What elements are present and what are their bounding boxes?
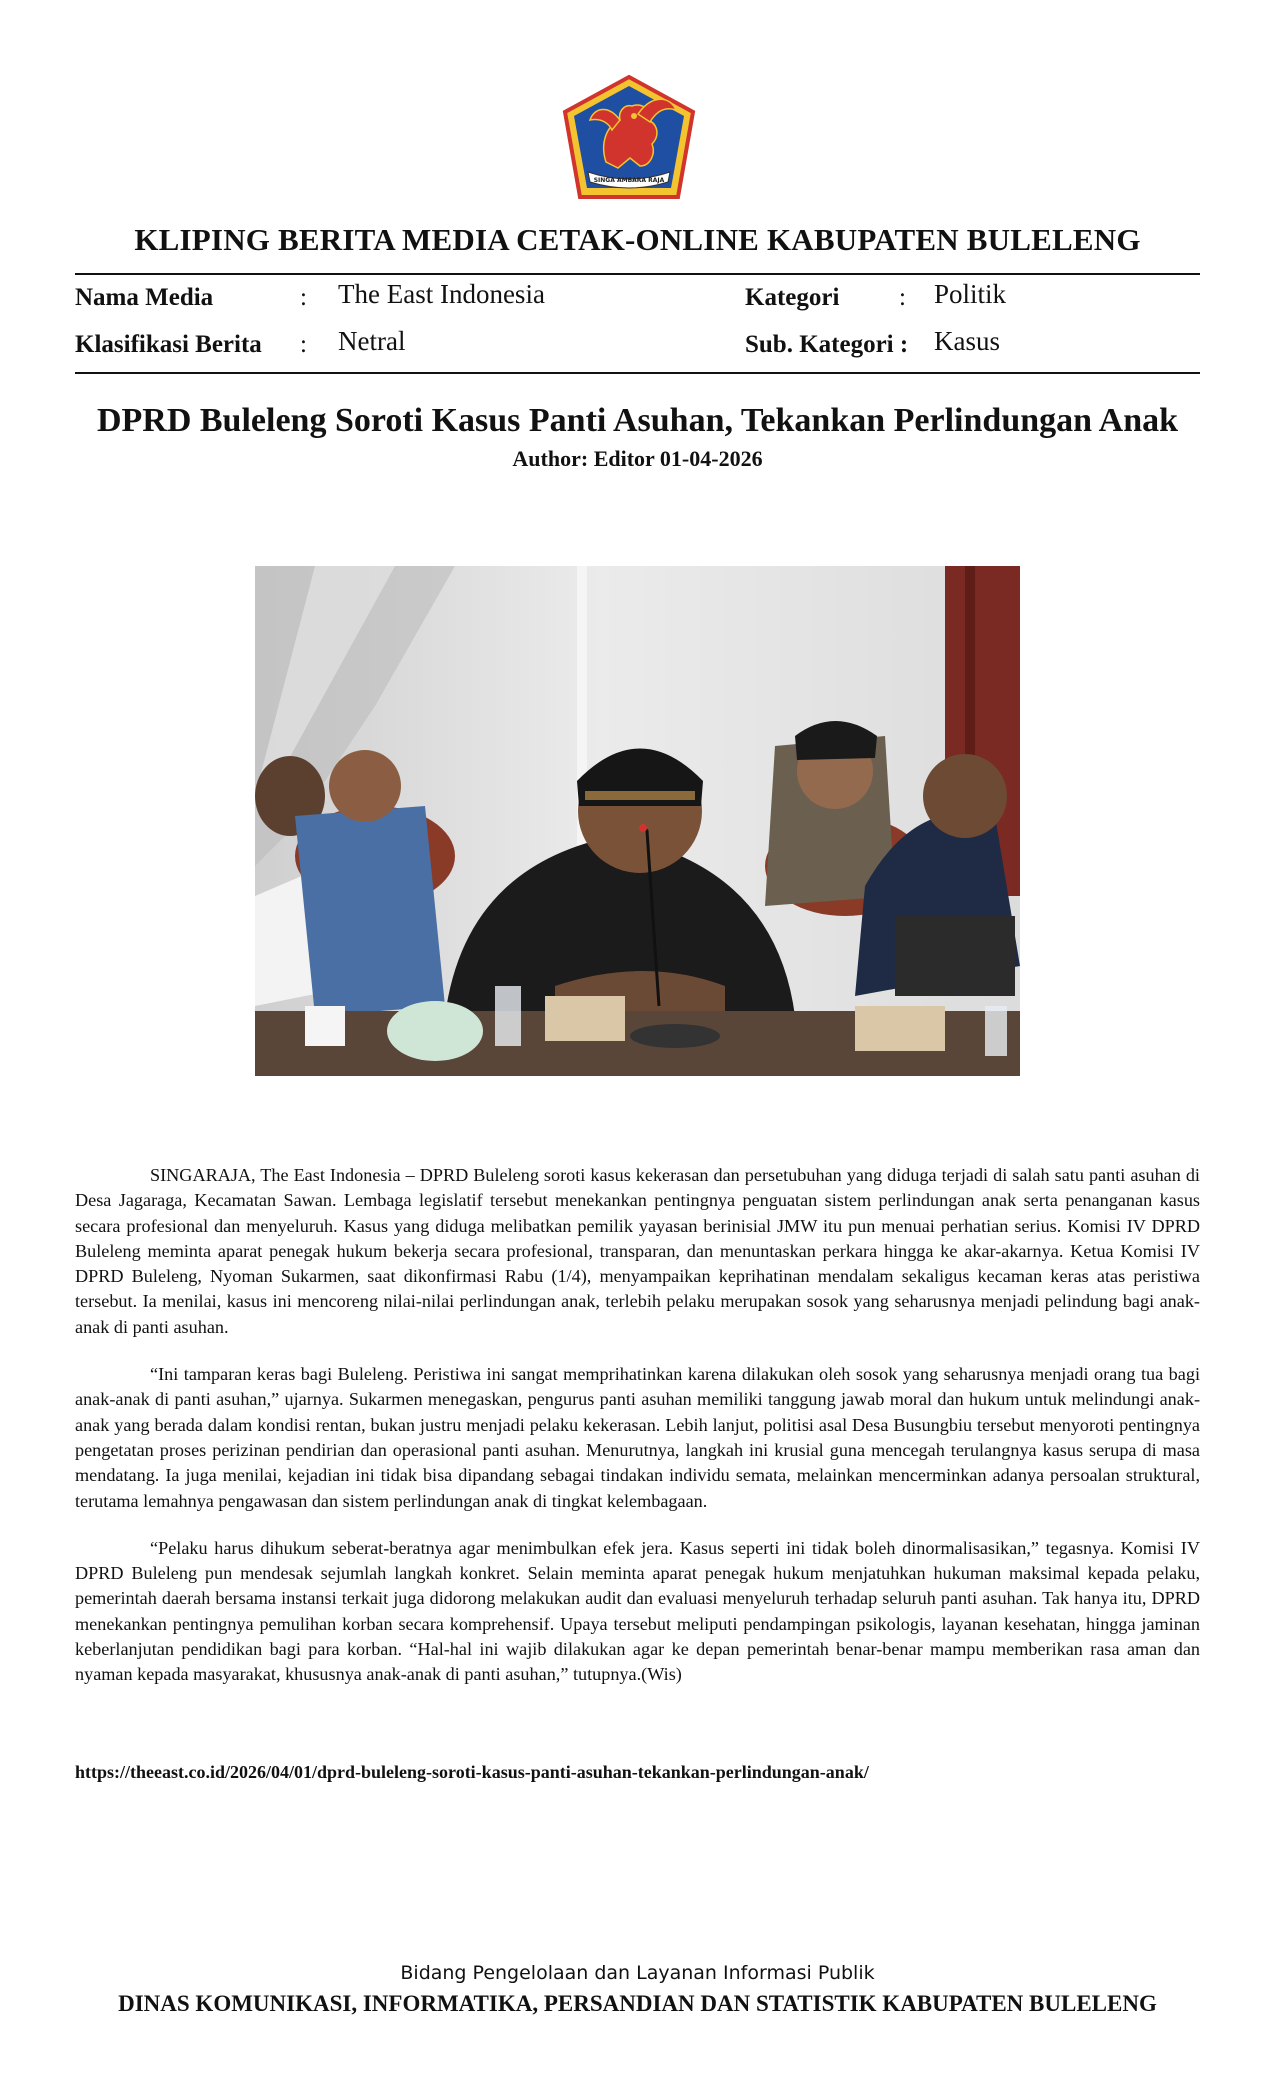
source-url-link[interactable]: https://theeast.co.id/2026/04/01/dprd-buleleng-soroti-kasus-panti-asuhan-tekankan-perlindungan-anak/ [75, 1762, 869, 1782]
footer-agency: DINAS KOMUNIKASI, INFORMATIKA, PERSANDIAN DAN STATISTIK KABUPATEN BULELENG [118, 1991, 1157, 2016]
article-headline: DPRD Buleleng Soroti Kasus Panti Asuhan, Tekankan Perlindungan Anak [96, 402, 1179, 439]
category-label: Kategori [745, 284, 840, 311]
article-photo [255, 566, 1020, 1076]
crest-motto: SINGA AMBARA RAJA [593, 177, 665, 184]
category-colon: : [899, 284, 906, 311]
media-label: Nama Media [75, 284, 214, 311]
article-paragraph: “Pelaku harus dihukum seberat-beratnya agar menimbulkan efek jera. Kasus seperti ini tidak boleh dinormalisasikan,” tegasnya. Komisi IV DPRD Buleleng pun mendesak sejumlah langkah konkret. Selain meminta aparat penegak hukum menjatuhkan hukuman maksimal kepada pelaku, pemerintah daerah bersama instansi terkait juga didorong melakukan audit dan evaluasi menyeluruh terhadap seluruh panti asuhan. Tak hanya itu, DPRD menekankan pentingnya pemulihan korban secara komprehensif. Upaya tersebut meliputi pendampingan psikologis, layanan kesehatan, hingga jaminan keberlanjutan pendidikan bagi para korban. “Hal-hal ini wajib dilakukan agar ke depan pemerintah benar-benar mampu memberikan rasa aman dan nyaman kepada masyarakat, khususnya anak-anak di panti asuhan,” tutupnya.(Wis) [75, 1537, 1200, 1685]
subcategory-label: Sub. Kategori : [745, 331, 909, 358]
classification-value: Netral [338, 326, 406, 356]
bottom-divider [75, 372, 1200, 374]
media-value: The East Indonesia [338, 279, 545, 309]
article-author-date: Author: Editor 01-04-2026 [512, 446, 763, 471]
classification-label: Klasifikasi Berita [75, 331, 262, 358]
clipping-title: KLIPING BERITA MEDIA CETAK-ONLINE KABUPATEN BULELENG [134, 222, 1141, 257]
subcategory-value: Kasus [934, 326, 1000, 356]
top-divider [75, 273, 1200, 275]
classification-colon: : [300, 331, 307, 358]
media-colon: : [300, 284, 307, 311]
buleleng-crest-logo [560, 74, 698, 200]
footer-division: Bidang Pengelolaan dan Layanan Informasi Publik [400, 1962, 875, 1984]
category-value: Politik [934, 279, 1007, 309]
article-body [75, 1163, 1200, 1710]
article-paragraph: SINGARAJA, The East Indonesia – DPRD Buleleng soroti kasus kekerasan dan persetubuhan yang diduga terjadi di salah satu panti asuhan di Desa Jagaraga, Kecamatan Sawan. Lembaga legislatif tersebut menekankan pentingnya penguatan sistem perlindungan anak serta penanganan kasus secara profesional dan menyeluruh. Kasus yang diduga melibatkan pemilik yayasan berinisial JMW itu pun menuai perhatian serius. Komisi IV DPRD Buleleng meminta aparat penegak hukum bekerja secara profesional, transparan, dan menuntaskan perkara hingga ke akar-akarnya. Ketua Komisi IV DPRD Buleleng, Nyoman Sukarmen, saat dikonfirmasi Rabu (1/4), menyampaikan keprihatinan mendalam sekaligus kecaman keras atas peristiwa tersebut. Ia menilai, kasus ini mencoreng nilai-nilai perlindungan anak, terlebih pelaku merupakan sosok yang seharusnya menjadi pelindung bagi anak-anak di panti asuhan. [75, 1165, 1200, 1337]
article-paragraph: “Ini tamparan keras bagi Buleleng. Peristiwa ini sangat memprihatinkan karena dilakukan oleh sosok yang seharusnya menjadi orang tua bagi anak-anak di panti asuhan,” ujarnya. Sukarmen menegaskan, pengurus panti asuhan memiliki tanggung jawab moral dan hukum untuk melindungi anak-anak yang berada dalam kondisi rentan, bukan justru menjadi pelaku kekerasan. Lebih lanjut, politisi asal Desa Busungbiu tersebut menyoroti pentingnya pengetatan proses perizinan pendirian dan operasional panti asuhan. Menurutnya, langkah ini krusial guna mencegah terulangnya kasus serupa di masa mendatang. Ia juga menilai, kejadian ini tidak bisa dipandang sebagai tindakan individu semata, melainkan mencerminkan adanya persoalan struktural, terutama lemahnya pengawasan dan sistem perlindungan anak di tingkat kelembagaan. [75, 1364, 1200, 1511]
